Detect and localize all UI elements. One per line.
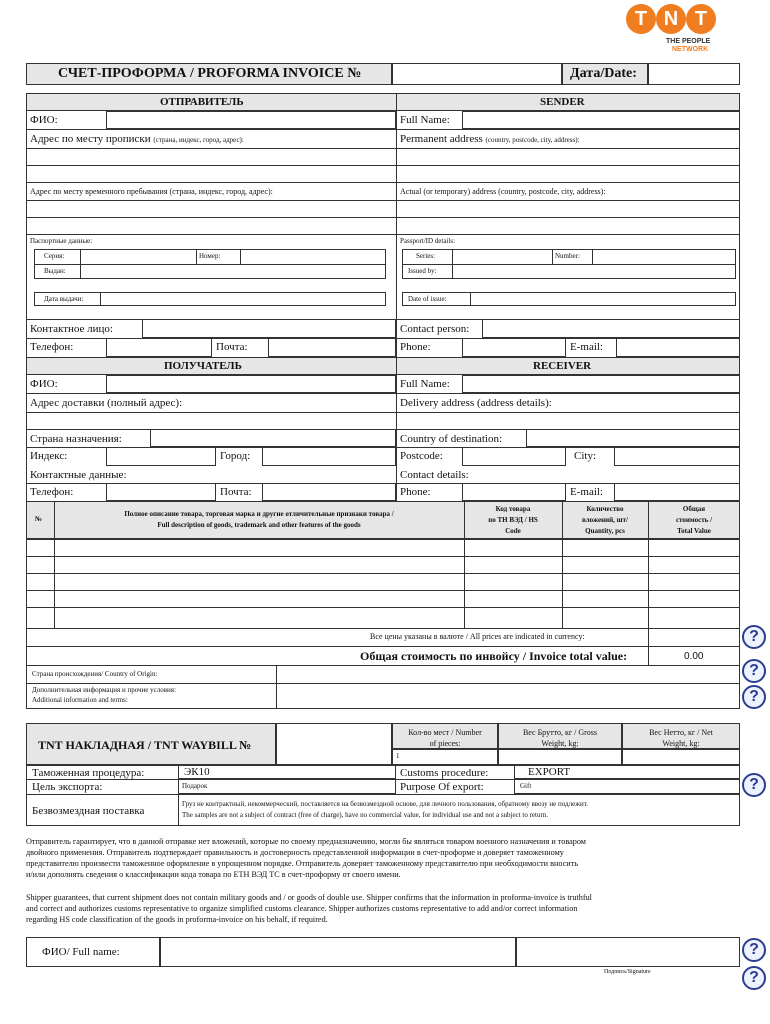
customs-procedure-en: Customs procedure:: [400, 767, 489, 779]
sender-fullname-label: Full Name:: [400, 114, 450, 126]
declaration-ru: Отправитель гарантирует, что в данной отправке нет вложений, которые по своему предназначению, могли бы являться товаром военного назначения и товаром двойного применения. Отправитель подтверждает правильность и достоверность представленной информации в счет-проформе и доверяет таможенному представителю произвести таможенное оформление в упрощенном порядке. Отправитель доверяет таможенному представителю при необходимости вносить и/или дополнять сведения о классификации кода товара по ЕТН ВЭД ТС в счет-проформу от своего имени.: [26, 837, 586, 879]
logo-tagline-1: THE PEOPLE: [666, 38, 711, 45]
receiver-phone-en: Phone:: [400, 486, 431, 498]
sender-title-ru: ОТПРАВИТЕЛЬ: [160, 96, 244, 108]
goods-col-total: Общая стоимость / Total Value: [675, 505, 713, 535]
sender-phone-ru: Телефон:: [30, 341, 74, 353]
goods-col-no: №: [35, 515, 43, 523]
net-label: Вес Нетто, кг / Net Weight, kg:: [649, 728, 713, 748]
customs-procedure-ru: Таможенная процедура:: [32, 767, 145, 779]
signature-label: Подпись/Signature: [604, 969, 651, 975]
customs-procedure-en-value: EXPORT: [528, 766, 571, 778]
receiver-fio-label: ФИО:: [30, 378, 58, 390]
issued-label-en: Issued by:: [408, 267, 437, 275]
contacts-label-en: Contact details:: [400, 469, 469, 481]
invoice-total-value: 0.00: [684, 651, 704, 662]
waybill-number-field[interactable]: [276, 723, 392, 765]
sender-email-en: E-mail:: [570, 341, 603, 353]
help-icon[interactable]: ?: [742, 659, 766, 683]
help-icon[interactable]: ?: [742, 938, 766, 962]
city-label-ru: Город:: [220, 450, 251, 462]
pieces-input[interactable]: [392, 749, 498, 765]
sender-mail-ru: Почта:: [216, 341, 248, 353]
receiver-fullname-label: Full Name:: [400, 378, 450, 390]
help-icon[interactable]: ?: [742, 625, 766, 649]
pieces-value: 1: [396, 752, 400, 760]
table-row[interactable]: [26, 573, 740, 574]
passport-label-en: Passport/ID details:: [400, 237, 456, 245]
date-label: Дата/Date:: [570, 66, 637, 81]
sender-fullname-input[interactable]: [462, 111, 740, 129]
receiver-email-en-input[interactable]: [614, 483, 740, 501]
postcode-input-en[interactable]: [462, 447, 566, 466]
issued-label-ru: Выдан:: [44, 267, 66, 275]
purpose-ru: Цель экспорта:: [32, 781, 103, 793]
table-row[interactable]: [26, 556, 740, 557]
contacts-label-ru: Контактные данные:: [30, 469, 127, 481]
sender-title-en: SENDER: [540, 96, 585, 108]
city-input-en[interactable]: [614, 447, 740, 466]
postcode-label-en: Postcode:: [400, 450, 443, 462]
sender-address-ru: Адрес по месту прописки (страна, индекс, город, адрес):: [30, 133, 244, 145]
series-label-ru: Серия:: [44, 252, 65, 260]
free-delivery-text-ru: Груз не контрактный, некоммерческий, поставляется на безвозмездной основе, для личного пользования, обратному ввозу не подлежит.: [182, 800, 589, 808]
date-issue-label-ru: Дата выдачи:: [44, 295, 84, 303]
additional-info-en: Additional information and terms:: [32, 696, 128, 704]
contact-person-ru: Контактное лицо:: [30, 323, 113, 335]
logo-circle-n: N: [656, 4, 686, 34]
series-label-en: Series:: [416, 252, 436, 260]
number-label-en: Number:: [555, 252, 580, 260]
city-input-ru[interactable]: [262, 447, 396, 466]
contact-person-en-input[interactable]: [482, 319, 740, 338]
delivery-address-ru: Адрес доставки (полный адрес):: [30, 397, 183, 409]
purpose-ru-field[interactable]: [178, 779, 396, 794]
table-row[interactable]: [26, 607, 740, 608]
sender-temp-address-en: Actual (or temporary) address (country, postcode, city, address):: [400, 187, 606, 196]
receiver-mail-ru: Почта:: [220, 486, 252, 498]
receiver-phone-ru: Телефон:: [30, 486, 74, 498]
sender-fio-input[interactable]: [106, 111, 396, 129]
sender-header: [26, 93, 740, 111]
currency-note: Все цены указаны в валюте / All prices are indicated in currency:: [370, 632, 585, 641]
contact-person-ru-input[interactable]: [142, 319, 396, 338]
purpose-en-field[interactable]: [514, 779, 740, 794]
signature-fullname-input[interactable]: [160, 937, 516, 967]
country-origin: Страна происхождения/ Country of Origin:: [32, 670, 158, 678]
number-label-ru: Номер:: [199, 252, 221, 260]
sender-email-en-input[interactable]: [616, 338, 740, 357]
receiver-phone-ru-input[interactable]: [106, 483, 216, 501]
customs-procedure-ru-value: ЭК10: [184, 766, 210, 778]
country-dest-ru: Страна назначения:: [30, 433, 122, 445]
sender-fio-label: ФИО:: [30, 114, 58, 126]
goods-col-qty: Количество вложений, шт/ Quantity, pcs: [582, 505, 628, 535]
invoice-total-label: Общая стоимость по инвойсу / Invoice total value:: [360, 649, 628, 663]
purpose-ru-value: Подарок: [182, 782, 208, 790]
logo-circle-t1: T: [626, 4, 656, 34]
receiver-fio-input[interactable]: [106, 375, 396, 393]
free-delivery-text-en: The samples are not a subject of contract (free of charge), have no commercial value, for individual use and not a subject to return.: [182, 811, 549, 819]
sender-phone-ru-input[interactable]: [106, 338, 212, 357]
invoice-number-field[interactable]: [392, 63, 562, 85]
date-issue-block-en[interactable]: [402, 292, 736, 306]
logo-circle-t2: T: [686, 4, 716, 34]
date-field[interactable]: [648, 63, 740, 85]
date-issue-block-ru[interactable]: [34, 292, 386, 306]
declaration-en: Shipper guarantees, that current shipment does not contain military goods and / or goods of double use. Shipper confirms that the information in proforma-invoice is truthful and correct and authorizes customs representative to organize simplified customs clearance. Shipper authorizes customs representative to add and/or correct information regarding HS code classification of the goods in proforma-invoice on his behalf, if required.: [26, 893, 592, 924]
purpose-en-value: Gift: [520, 782, 532, 790]
sender-mail-ru-input[interactable]: [268, 338, 396, 357]
gross-input[interactable]: [498, 749, 622, 765]
purpose-en: Purpose Of export:: [400, 781, 484, 793]
help-icon[interactable]: ?: [742, 685, 766, 709]
country-dest-en-input[interactable]: [526, 429, 740, 447]
receiver-header: [26, 357, 740, 375]
receiver-title-ru: ПОЛУЧАТЕЛЬ: [164, 360, 242, 372]
index-label-ru: Индекс:: [30, 450, 68, 462]
signature-fullname-label: ФИО/ Full name:: [42, 946, 120, 958]
help-icon[interactable]: ?: [742, 966, 766, 990]
signature-field[interactable]: [516, 937, 740, 967]
passport-label-ru: Паспортные данные:: [30, 237, 93, 245]
pieces-label: Кол-во мест / Number of pieces:: [408, 728, 482, 748]
receiver-mail-ru-input[interactable]: [262, 483, 396, 501]
gross-label: Вес Брутто, кг / Gross Weight, kg:: [522, 728, 598, 748]
sender-phone-en-input[interactable]: [462, 338, 566, 357]
receiver-phone-en-input[interactable]: [462, 483, 566, 501]
table-row[interactable]: [26, 590, 740, 591]
net-input[interactable]: [622, 749, 740, 765]
customs-procedure-ru-field[interactable]: [178, 765, 396, 779]
goods-col-code: Код товара по ТН ВЭД / HS Code: [488, 505, 538, 535]
invoice-title: СЧЕТ-ПРОФОРМА / PROFORMA INVOICE №: [58, 66, 362, 81]
waybill-title: TNT НАКЛАДНАЯ / TNT WAYBILL №: [38, 738, 252, 752]
receiver-title-en: RECEIVER: [533, 360, 592, 372]
sender-phone-en: Phone:: [400, 341, 431, 353]
free-delivery-label: Безвозмездная поставка: [32, 805, 145, 817]
date-issue-label-en: Date of issue:: [408, 295, 447, 303]
goods-col-desc: Полное описание товара, торговая марка и другие отличительные признаки товара / Full description of goods, trademark and other features of the goods: [124, 510, 394, 529]
logo-tagline-2: NETWORK: [672, 46, 709, 53]
delivery-address-en: Delivery address (address details):: [400, 397, 552, 409]
contact-person-en: Contact person:: [400, 323, 470, 335]
sender-temp-address-ru: Адрес по месту временного пребывания (страна, индекс, город, адрес):: [30, 187, 273, 196]
additional-info-ru: Дополнительная информация и прочие условия:: [32, 686, 176, 694]
help-icon[interactable]: ?: [742, 773, 766, 797]
country-dest-en: Country of destination:: [400, 433, 503, 445]
index-input-ru[interactable]: [106, 447, 216, 466]
receiver-fullname-input[interactable]: [462, 375, 740, 393]
country-dest-ru-input[interactable]: [150, 429, 396, 447]
receiver-email-en: E-mail:: [570, 486, 603, 498]
sender-address-en: Permanent address (country, postcode, city, address):: [400, 133, 580, 145]
city-label-en: City:: [574, 450, 597, 462]
